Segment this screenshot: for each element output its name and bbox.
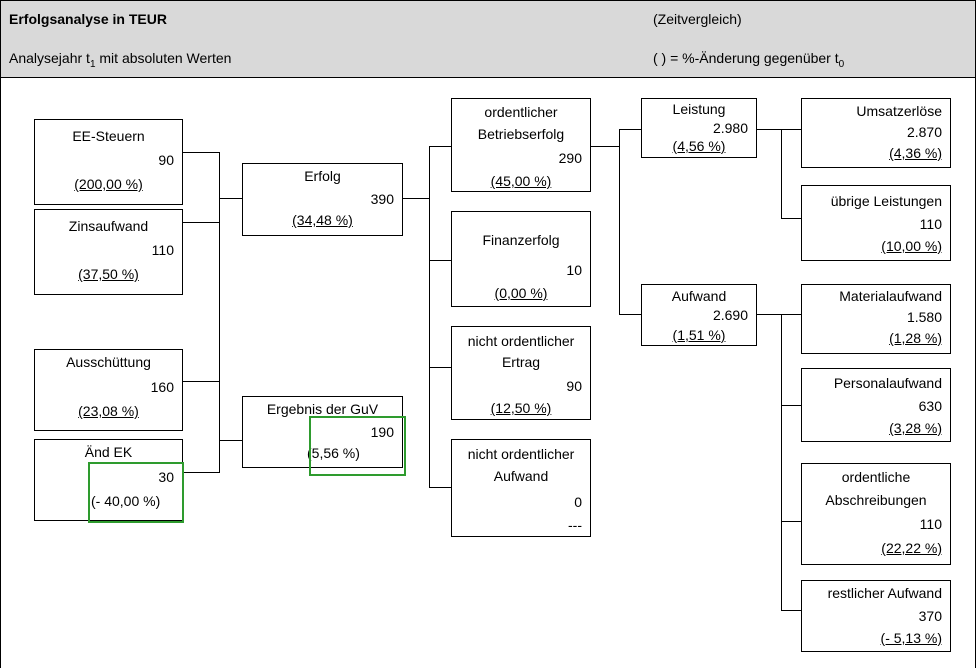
box-change: (12,50 %) (490, 400, 552, 416)
box-label: Ausschüttung (66, 354, 151, 370)
box-change: (45,00 %) (490, 173, 552, 189)
box-label: Personalaufwand (833, 375, 942, 391)
box-label: Erfolg (304, 168, 341, 184)
box-restlicher-aufwand (801, 580, 951, 652)
box-change: (4,36 %) (889, 145, 942, 161)
connector (757, 129, 781, 130)
highlight-box-ergebnis-guv (309, 416, 406, 476)
connector (781, 218, 801, 219)
box-change: (0,00 %) (494, 285, 548, 301)
box-leistung (641, 98, 757, 158)
tree-area (0, 78, 976, 668)
box-label: Aufwand (493, 468, 549, 484)
box-label: nicht ordentlicher (467, 446, 575, 462)
box-value: 290 (558, 150, 582, 166)
connector (219, 440, 243, 441)
connector (781, 610, 801, 611)
connector (183, 222, 219, 223)
box-label: Umsatzerlöse (856, 103, 942, 119)
box-label: EE-Steuern (72, 128, 145, 144)
box-value: 110 (151, 242, 174, 258)
box-label: Finanzerfolg (482, 232, 560, 248)
box-nicht-ord-ertrag (451, 326, 591, 420)
analysis-year-label: Analysejahr $t_1$ mit absoluten Werten (9, 50, 232, 70)
box-aufwand (641, 284, 757, 346)
box-ord-betriebserfolg (451, 98, 591, 192)
box-change: (1,28 %) (889, 330, 942, 346)
box-value: 1.580 (906, 309, 942, 325)
box-uebrige-leistungen (801, 185, 951, 261)
box-label: Ergebnis der GuV (266, 401, 379, 417)
box-change: (1,51 %) (672, 327, 726, 343)
box-label: Abschreibungen (825, 492, 927, 508)
box-label: Materialaufwand (839, 288, 942, 304)
box-label: ordentlicher (484, 104, 558, 120)
box-change: (5,56 %) (307, 445, 360, 461)
box-value: 2.690 (712, 307, 748, 323)
box-label: nicht ordentlicher (467, 333, 575, 349)
box-change: (4,56 %) (672, 138, 726, 154)
box-personalaufwand (801, 368, 951, 442)
box-change: (200,00 %) (74, 176, 143, 192)
box-value: 370 (918, 608, 942, 624)
box-label: Ertrag (501, 354, 541, 370)
header-row-1 (0, 0, 976, 40)
connector (757, 314, 781, 315)
connector (619, 129, 620, 315)
connector (591, 146, 619, 147)
connector (219, 152, 220, 473)
connector (781, 129, 782, 219)
box-change: (- 40,00 %) (91, 493, 161, 509)
box-change: (- 5,13 %) (880, 630, 942, 646)
connector (429, 260, 451, 261)
connector (429, 367, 451, 368)
connector (781, 129, 801, 130)
box-ee-steuern (34, 119, 183, 205)
connector (781, 405, 801, 406)
box-value: 390 (370, 191, 394, 207)
box-value: 10 (566, 262, 582, 278)
connector (781, 314, 801, 315)
box-change: (23,08 %) (78, 403, 139, 419)
box-label: ordentliche (841, 469, 911, 485)
box-label: Leistung (672, 101, 726, 117)
box-materialaufwand (801, 284, 951, 354)
connector (619, 314, 641, 315)
connector (781, 314, 782, 611)
connector (619, 129, 641, 130)
box-value: 190 (370, 424, 394, 440)
connector (403, 198, 429, 199)
connector (183, 472, 219, 473)
percent-change-legend: ( ) = %-Änderung gegenüber $t_0$ (653, 50, 845, 70)
box-value: 160 (150, 379, 174, 395)
connector (429, 146, 451, 147)
box-label: Änd EK (84, 444, 133, 460)
box-label: Zinsaufwand (68, 218, 149, 234)
box-value: 2.870 (906, 124, 942, 140)
box-ausschuettung (34, 349, 183, 431)
connector (781, 521, 801, 522)
connector (219, 198, 243, 199)
box-change: --- (568, 517, 582, 533)
box-nicht-ord-aufwand (451, 439, 591, 537)
box-umsatzerloese (801, 98, 951, 168)
box-change: (10,00 %) (881, 238, 942, 254)
connector (429, 487, 451, 488)
box-finanzerfolg (451, 211, 591, 307)
box-label: restlicher Aufwand (827, 585, 942, 601)
box-change: (34,48 %) (292, 212, 353, 228)
box-change: (22,22 %) (881, 540, 942, 556)
box-label: Aufwand (671, 288, 727, 304)
box-label: übrige Leistungen (830, 193, 942, 209)
box-value: 110 (919, 516, 942, 532)
box-change: (37,50 %) (78, 266, 139, 282)
box-value: 110 (919, 216, 942, 232)
box-ord-abschreibungen (801, 463, 951, 565)
connector (429, 146, 430, 488)
box-value: 630 (918, 398, 942, 414)
highlight-box-aend-ek (88, 462, 184, 523)
box-value: 30 (158, 469, 174, 485)
report-title: Erfolgsanalyse in TEUR (9, 11, 167, 27)
header-row-2 (0, 40, 976, 78)
box-value: 90 (158, 152, 174, 168)
box-value: 0 (574, 494, 582, 510)
box-erfolg (242, 163, 403, 236)
box-value: 2.980 (712, 120, 748, 136)
box-value: 90 (566, 378, 582, 394)
connector (183, 152, 219, 153)
comparison-label: (Zeitvergleich) (653, 11, 742, 27)
box-label: Betriebserfolg (477, 126, 565, 142)
box-zinsaufwand (34, 209, 183, 295)
box-change: (3,28 %) (889, 420, 942, 436)
connector (183, 381, 219, 382)
